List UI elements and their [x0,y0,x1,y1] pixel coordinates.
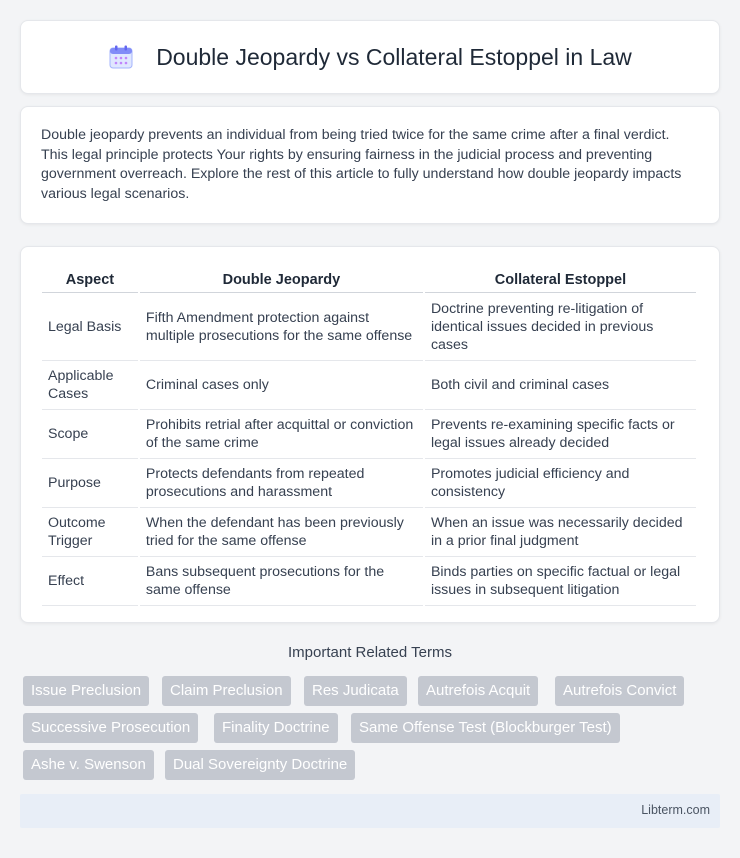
collateral-estoppel-cell: Prevents re-examining specific facts or legal issues already decided [425,410,696,459]
comparison-card [20,246,720,623]
tag-dual-sovereignty-doctrine[interactable]: Dual Sovereignty Doctrine [165,750,355,780]
table-row [42,293,696,361]
footer [20,794,720,828]
table-row [42,459,696,508]
title-wrap [108,44,632,71]
header-collateral-estoppel: Collateral Estoppel [425,263,696,293]
collateral-estoppel-cell: When an issue was necessarily decided in a prior final judgment [425,508,696,557]
double-jeopardy-cell: Criminal cases only [140,361,423,410]
aspect-cell: Scope [42,410,138,459]
comparison-table [40,263,698,606]
header-aspect: Aspect [42,263,138,293]
double-jeopardy-cell: Protects defendants from repeated prosecutions and harassment [140,459,423,508]
table-header-row [42,263,696,293]
calendar-icon [108,44,134,70]
related-terms-title: Important Related Terms [288,644,452,661]
tag-autrefois-acquit[interactable]: Autrefois Acquit [418,676,538,706]
page-title: Double Jeopardy vs Collateral Estoppel in Law [156,43,632,70]
tag-issue-preclusion[interactable]: Issue Preclusion [23,676,149,706]
tag-autrefois-convict[interactable]: Autrefois Convict [555,676,684,706]
table-row [42,508,696,557]
footer-site-link[interactable]: Libterm.com [641,803,710,817]
double-jeopardy-cell: Fifth Amendment protection against multiple prosecutions for the same offense [140,293,423,361]
header-double-jeopardy: Double Jeopardy [140,263,423,293]
aspect-cell: Outcome Trigger [42,508,138,557]
table-row [42,361,696,410]
double-jeopardy-cell: Prohibits retrial after acquittal or conviction of the same crime [140,410,423,459]
collateral-estoppel-cell: Both civil and criminal cases [425,361,696,410]
aspect-cell: Purpose [42,459,138,508]
aspect-cell: Legal Basis [42,293,138,361]
tag-ashe-v-swenson[interactable]: Ashe v. Swenson [23,750,154,780]
title-card [20,20,720,94]
intro-paragraph: Double jeopardy prevents an individual from being tried twice for the same crime after a final verdict. This legal principle protects Your rights by ensuring fairness in the judicial process and preventing government overreach. Explore the rest of this article to fully understand how double jeopardy impacts various legal scenarios. [41,127,682,202]
double-jeopardy-cell: When the defendant has been previously tried for the same offense [140,508,423,557]
table-row [42,557,696,606]
tag-claim-preclusion[interactable]: Claim Preclusion [162,676,291,706]
collateral-estoppel-cell: Promotes judicial efficiency and consistency [425,459,696,508]
tag-successive-prosecution[interactable]: Successive Prosecution [23,713,198,743]
collateral-estoppel-cell: Binds parties on specific factual or legal issues in subsequent litigation [425,557,696,606]
tag-same-offense-test[interactable]: Same Offense Test (Blockburger Test) [351,713,620,743]
double-jeopardy-cell: Bans subsequent prosecutions for the same offense [140,557,423,606]
collateral-estoppel-cell: Doctrine preventing re-litigation of identical issues decided in previous cases [425,293,696,361]
intro-card [20,106,720,224]
aspect-cell: Applicable Cases [42,361,138,410]
aspect-cell: Effect [42,557,138,606]
tag-finality-doctrine[interactable]: Finality Doctrine [214,713,338,743]
table-row [42,410,696,459]
tag-res-judicata[interactable]: Res Judicata [304,676,407,706]
